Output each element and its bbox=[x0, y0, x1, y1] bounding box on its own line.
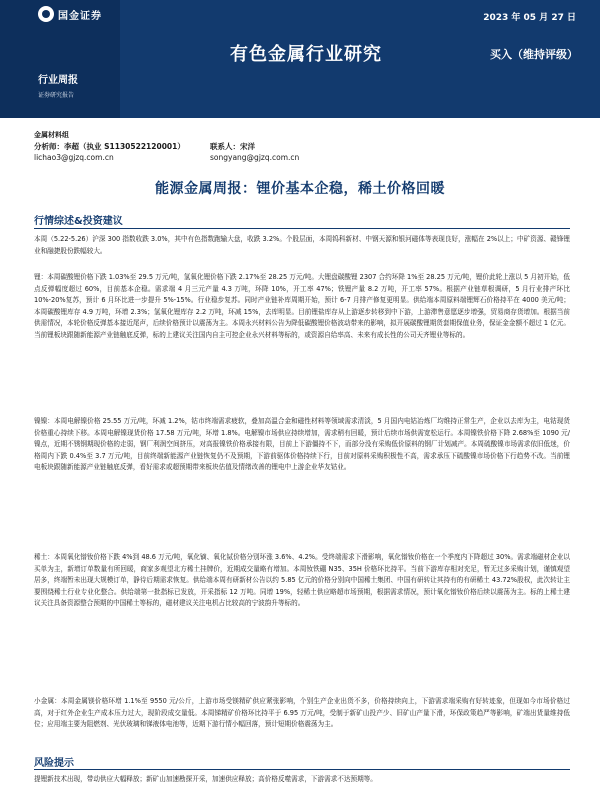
research-team: 金属材料组 bbox=[34, 131, 69, 139]
rating-label: 买入（维持评级） bbox=[490, 48, 578, 61]
paragraph-text: 镍镍：本周电解镍价格 25.55 万元/吨，环减 1.2%，钴市终端需求疲软，叠加高温合金和磁性材料等领域需求清淡，5 月国内电钴冶炼厂均维持正常生产，企业以去库为主，电钴现货价格重心持续下移。本周电解镍现货价格 17.58 万元/吨，环增 1.8%。电解镍市场供应持续增加，需求稍有回暖，预计后续市场供需宽松运行。本周镍铁价格下降 2.68%至 1090 元/镍点，近期不锈钢期现价格的走弱，钢厂利润空间挤压，对高报镍铁价格承接有限，目前上下游僵持不下，而部分没有采购低价原料的钢厂计划减产。本周硫酸镍市场需求依旧低迷，价格周内下跌 0.4%至 3.7 万元/吨，目前终端新能源产业链恢复仍不及预期，下游前驱体价格持续下行，目前对原料采购积极性不高，需求承压下硫酸镍市场价格下行趋势不改。当前锂电板块跟随新能源产业链触底反弹，看好需求或超预期带来板块估值及情绪改善的锂电中上游企业华友钴业。 bbox=[34, 417, 570, 472]
analyst-name: 分析师：李超（执业 S1130522120001） bbox=[34, 142, 185, 151]
paragraph-text: 小金属：本周金属镁价格环增 1.1%至 9550 元/公斤，上游市场受镁精矿供应紧张影响，个别生产企业出货不多，价格持续向上，下游需求端采购有好转迹象，但现如今市场价格过高，对于红外企业生产成本压力过大，现阶段成交量低。本周锑精矿价格环比持平于 6.95 万元/吨，受制于新矿山投产少、旧矿山产量下滑，环保政策趋严等影响，矿端出货量维持低位；应用端主要为阻燃剂、光伏玻璃和锑液体电池等，近期下游行情小幅回落，预计短期价格震荡为主。 bbox=[34, 697, 570, 729]
paragraph-text: 本周（5.22-5.26）沪深 300 指数收跌 3.0%，其中有色指数跑输大盘，收跌 3.2%。个股层面，本周钨科新材、中钢天源和银河磁体等表现良好，涨幅在 2%以上；中矿资源、赣锋锂业和融捷股份跌幅较大。 bbox=[34, 235, 570, 255]
paragraph-lithium bbox=[34, 272, 570, 342]
report-type: 行业周报 bbox=[38, 75, 78, 86]
contact-email[interactable]: songyang@gjzq.com.cn bbox=[210, 153, 300, 162]
logo-text: 国金证券 bbox=[58, 10, 102, 22]
paragraph-market bbox=[34, 234, 570, 257]
analyst-email[interactable]: lichao3@gjzq.com.cn bbox=[34, 153, 114, 162]
section-heading-risk: 风险提示 bbox=[34, 758, 74, 769]
paragraph-rare-earth bbox=[34, 552, 570, 610]
paragraph-text: 锂：本周碳酸锂价格下跌 1.03%至 29.5 万元/吨，氢氧化锂价格下跌 2.17%至 28.25 万元/吨。大锂盘碳酸锂 2307 合约环降 1%至 28.25 万元/吨，锂价此轮上涨以 5 月初开始，低点反弹幅度超过 60%，目前基本企稳。需求端 4 月三元产量 4.3 万吨，环降 10%，开工率 47%；铁锂产量 8.2 万吨，开工率 57%。根据产业链草根调研，5 月行业排产环比 10%-20%复苏，预计 6 月环比进一步提升 5%-15%。行业稳步复苏。同时产业链补库周期开始，预计 6-7 月排产修复更明显。供给端本周原料端锂辉石价格持平在 4000 美元/吨；本周碳酸锂库存 4.9 万吨，环增 2.3%；氢氧化锂库存 2.2 万吨，环减 15%，去库明显。目前锂盐库存从上游逐步转移到中下游，上游滞售意愿逐步增强，贸易商存货增加。根据当前供需情况，本轮价格反弹基本接近尾声，后续价格预计以震荡为主。本周永兴材料公告为降低碳酸锂价格波动带来的影响，拟开展碳酸锂期货套期保值业务，保证金金额不超过 1 亿元。当前锂板块跟随新能源产业链触底反弹，标的上建议关注国内自主可控企业永兴材料等标的，或资源自给率高、未来有成长性的公司天齐锂业等标的。 bbox=[34, 273, 570, 339]
report-subtype: 证券研究报告 bbox=[38, 92, 75, 99]
section-divider bbox=[34, 228, 570, 229]
paragraph-nickel-cobalt bbox=[34, 416, 570, 474]
report-header bbox=[0, 0, 600, 118]
paragraph-text: 提锂新技术出现，带动供应大幅释放；新矿山加速勘探开采，加速供应释放；高价格反噬需求，下游需求不达预期等。 bbox=[34, 775, 377, 783]
contact-name: 联系人：宋洋 bbox=[210, 142, 255, 151]
section-divider bbox=[34, 769, 570, 770]
section-heading-overview: 行情综述&投资建议 bbox=[34, 216, 123, 227]
report-date: 2023 年 05 月 27 日 bbox=[483, 13, 576, 23]
paragraph-text: 稀土：本周氧化镨钕价格下跌 4%到 48.6 万元/吨，氧化镝、氧化铽价格分别环涨 3.6%、4.2%。受终端需求下滑影响，氧化镨钕价格在一个季度内下降超过 30%。需求端磁材企业以买单为主，新增订单数量有所回暖，商家多观望北方稀土挂牌价，近期成交量略有增加。本周钕铁硼 N35、35H 价格环比持平。当前下游库存相对充足，暂无过多采购计划，谨慎观望居多，终端暂未出现大规模订单，静待后期需求恢复。供给端本周有研新材公告以约 5.85 亿元的价格分别向中国稀土集团、中国有研转让其持有的有研稀土 43.72%股权，此次转让主要围绕稀土行业专业化整合。供给端第一批指标已发放，开采指标 12 万吨。同增 19%，轻稀土供应略超市场预期，根据需求情况，预计氧化镨钕价格后续以震荡为主。标的上稀土建议关注具备资源整合预期的中国稀土等标的，磁材建议关注电机占比较高的宁波韵升等标的。 bbox=[34, 553, 570, 608]
paragraph-minor-metals bbox=[34, 696, 570, 731]
paragraph-risk bbox=[34, 774, 570, 786]
company-logo bbox=[38, 6, 102, 22]
industry-title: 有色金属行业研究 bbox=[230, 44, 382, 65]
document-title: 能源金属周报：锂价基本企稳，稀土价格回暖 bbox=[155, 181, 445, 197]
logo-circle-icon bbox=[38, 6, 54, 22]
